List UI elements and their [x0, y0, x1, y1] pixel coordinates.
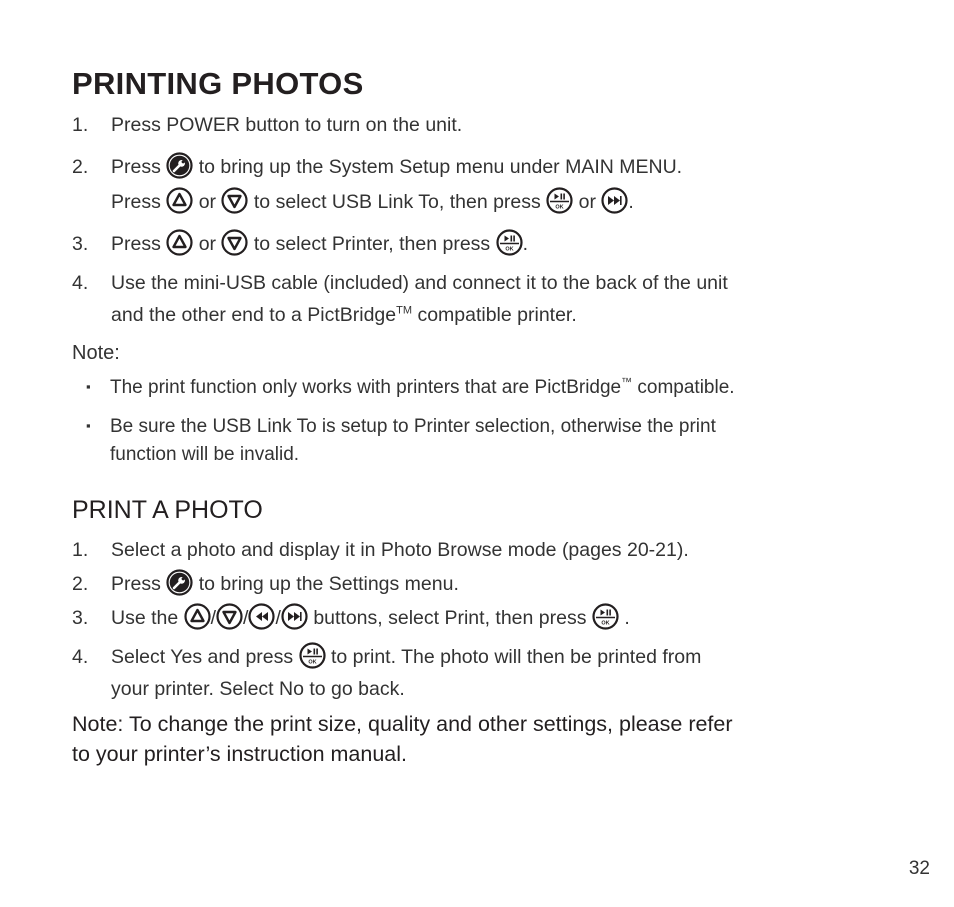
print-step-4-continued — [111, 674, 405, 704]
step-text: . — [624, 607, 630, 629]
play-pause-ok-icon-svg — [592, 603, 619, 630]
fast-forward-icon — [281, 603, 308, 630]
print-step-4 — [72, 642, 701, 672]
page-title: PRINTING PHOTOS — [72, 66, 364, 101]
up-arrow-icon — [166, 229, 193, 256]
play-pause-ok-icon — [496, 229, 523, 256]
bullet-2-continued — [110, 440, 299, 470]
step-text: to bring up the System Setup menu under MAIN MENU. — [198, 156, 683, 178]
down-arrow-icon-svg — [216, 603, 243, 630]
step-text: compatible printer. — [417, 304, 577, 326]
final-note-line-2: to your printer’s instruction manual. — [72, 742, 408, 766]
play-pause-ok-icon-svg — [299, 642, 326, 669]
step-2-continued — [111, 187, 634, 217]
fast-forward-icon-svg — [601, 187, 628, 214]
step-number: 4. — [72, 272, 89, 294]
bullet-text: compatible. — [637, 377, 735, 398]
step-text: to print. The photo will then be printed from — [330, 646, 702, 668]
step-text: and the other end to a PictBridge — [111, 304, 397, 326]
step-1 — [72, 110, 462, 140]
step-text: . — [522, 233, 529, 255]
bullet-text: Be sure the USB Link To is setup to Printer selection, otherwise the print — [110, 416, 716, 437]
up-arrow-icon-svg — [166, 229, 193, 256]
section-title: PRINT A PHOTO — [72, 496, 263, 524]
play-pause-ok-icon — [592, 603, 619, 630]
step-text: Press — [111, 233, 161, 255]
bullet-2 — [86, 411, 716, 442]
note-label: Note: — [72, 342, 120, 364]
step-text: or — [198, 191, 217, 213]
up-arrow-icon-svg — [166, 187, 193, 214]
step-text: buttons, select Print, then press — [313, 607, 587, 629]
down-arrow-icon — [221, 187, 248, 214]
slash: / — [210, 607, 217, 629]
step-4 — [72, 268, 728, 298]
down-arrow-icon-svg — [221, 229, 248, 256]
down-arrow-icon — [216, 603, 243, 630]
step-number: 3. — [72, 233, 89, 255]
up-arrow-icon — [166, 187, 193, 214]
play-pause-ok-icon-svg — [496, 229, 523, 256]
step-text: or — [578, 191, 596, 213]
up-arrow-icon — [184, 603, 211, 630]
fast-forward-icon — [601, 187, 628, 214]
play-pause-ok-icon — [299, 642, 326, 669]
fast-forward-icon-svg — [281, 603, 308, 630]
final-note-line-1: Note: To change the print size, quality and other settings, please refer — [72, 712, 733, 736]
down-arrow-icon — [221, 229, 248, 256]
step-text: Select a photo and display it in Photo Browse mode (pages 20-21). — [111, 539, 689, 561]
slash: / — [275, 607, 281, 629]
page-number: 32 — [908, 858, 930, 879]
svg-text:OK: OK — [601, 620, 610, 627]
step-text: . — [628, 191, 634, 213]
down-arrow-icon-svg — [221, 187, 248, 214]
print-step-3 — [72, 603, 630, 633]
step-text: Press — [111, 156, 161, 178]
step-text: Use the — [111, 607, 179, 629]
step-text: to bring up the Settings menu. — [198, 573, 459, 595]
step-text: Press — [111, 573, 161, 595]
step-number: 1. — [72, 539, 89, 561]
step-3 — [72, 229, 528, 259]
step-number: 3. — [72, 607, 89, 629]
step-2 — [72, 152, 682, 182]
up-arrow-icon-svg — [184, 603, 211, 630]
rewind-icon-svg — [248, 603, 275, 630]
trademark: ™ — [621, 376, 633, 389]
step-number: 2. — [72, 573, 89, 595]
wrench-icon — [166, 152, 193, 179]
wrench-icon — [166, 569, 193, 596]
print-step-2 — [72, 569, 459, 599]
step-text: your printer. Select No to go back. — [111, 678, 405, 700]
bullet-1 — [86, 372, 735, 403]
svg-text:OK: OK — [555, 204, 564, 211]
print-step-1 — [72, 535, 689, 565]
step-number: 2. — [72, 156, 89, 178]
step-text: Use the mini-USB cable (included) and connect it to the back of the unit — [111, 272, 728, 294]
svg-text:OK: OK — [307, 659, 317, 666]
bullet-mark: ▪ — [86, 418, 91, 433]
bullet-mark: ▪ — [86, 379, 91, 394]
svg-text:OK: OK — [504, 246, 514, 253]
step-number: 1. — [72, 114, 89, 136]
step-number: 4. — [72, 646, 89, 668]
play-pause-ok-icon — [546, 187, 573, 214]
play-pause-ok-icon-svg — [546, 187, 573, 214]
step-text: to select Printer, then press — [253, 233, 491, 255]
slash: / — [243, 607, 249, 629]
rewind-icon — [248, 603, 275, 630]
wrench-icon-svg — [166, 569, 193, 596]
step-text: Press POWER button to turn on the unit. — [111, 114, 463, 136]
step-text: Select Yes and press — [111, 646, 294, 668]
wrench-icon-svg — [166, 152, 193, 179]
step-text: Press — [111, 191, 161, 213]
bullet-text: The print function only works with printers that are PictBridge — [110, 377, 622, 398]
bullet-text: function will be invalid. — [110, 444, 300, 465]
step-text: or — [198, 233, 217, 255]
trademark: TM — [396, 304, 413, 317]
step-4-continued — [111, 300, 577, 330]
step-text: to select USB Link To, then press — [253, 191, 541, 213]
